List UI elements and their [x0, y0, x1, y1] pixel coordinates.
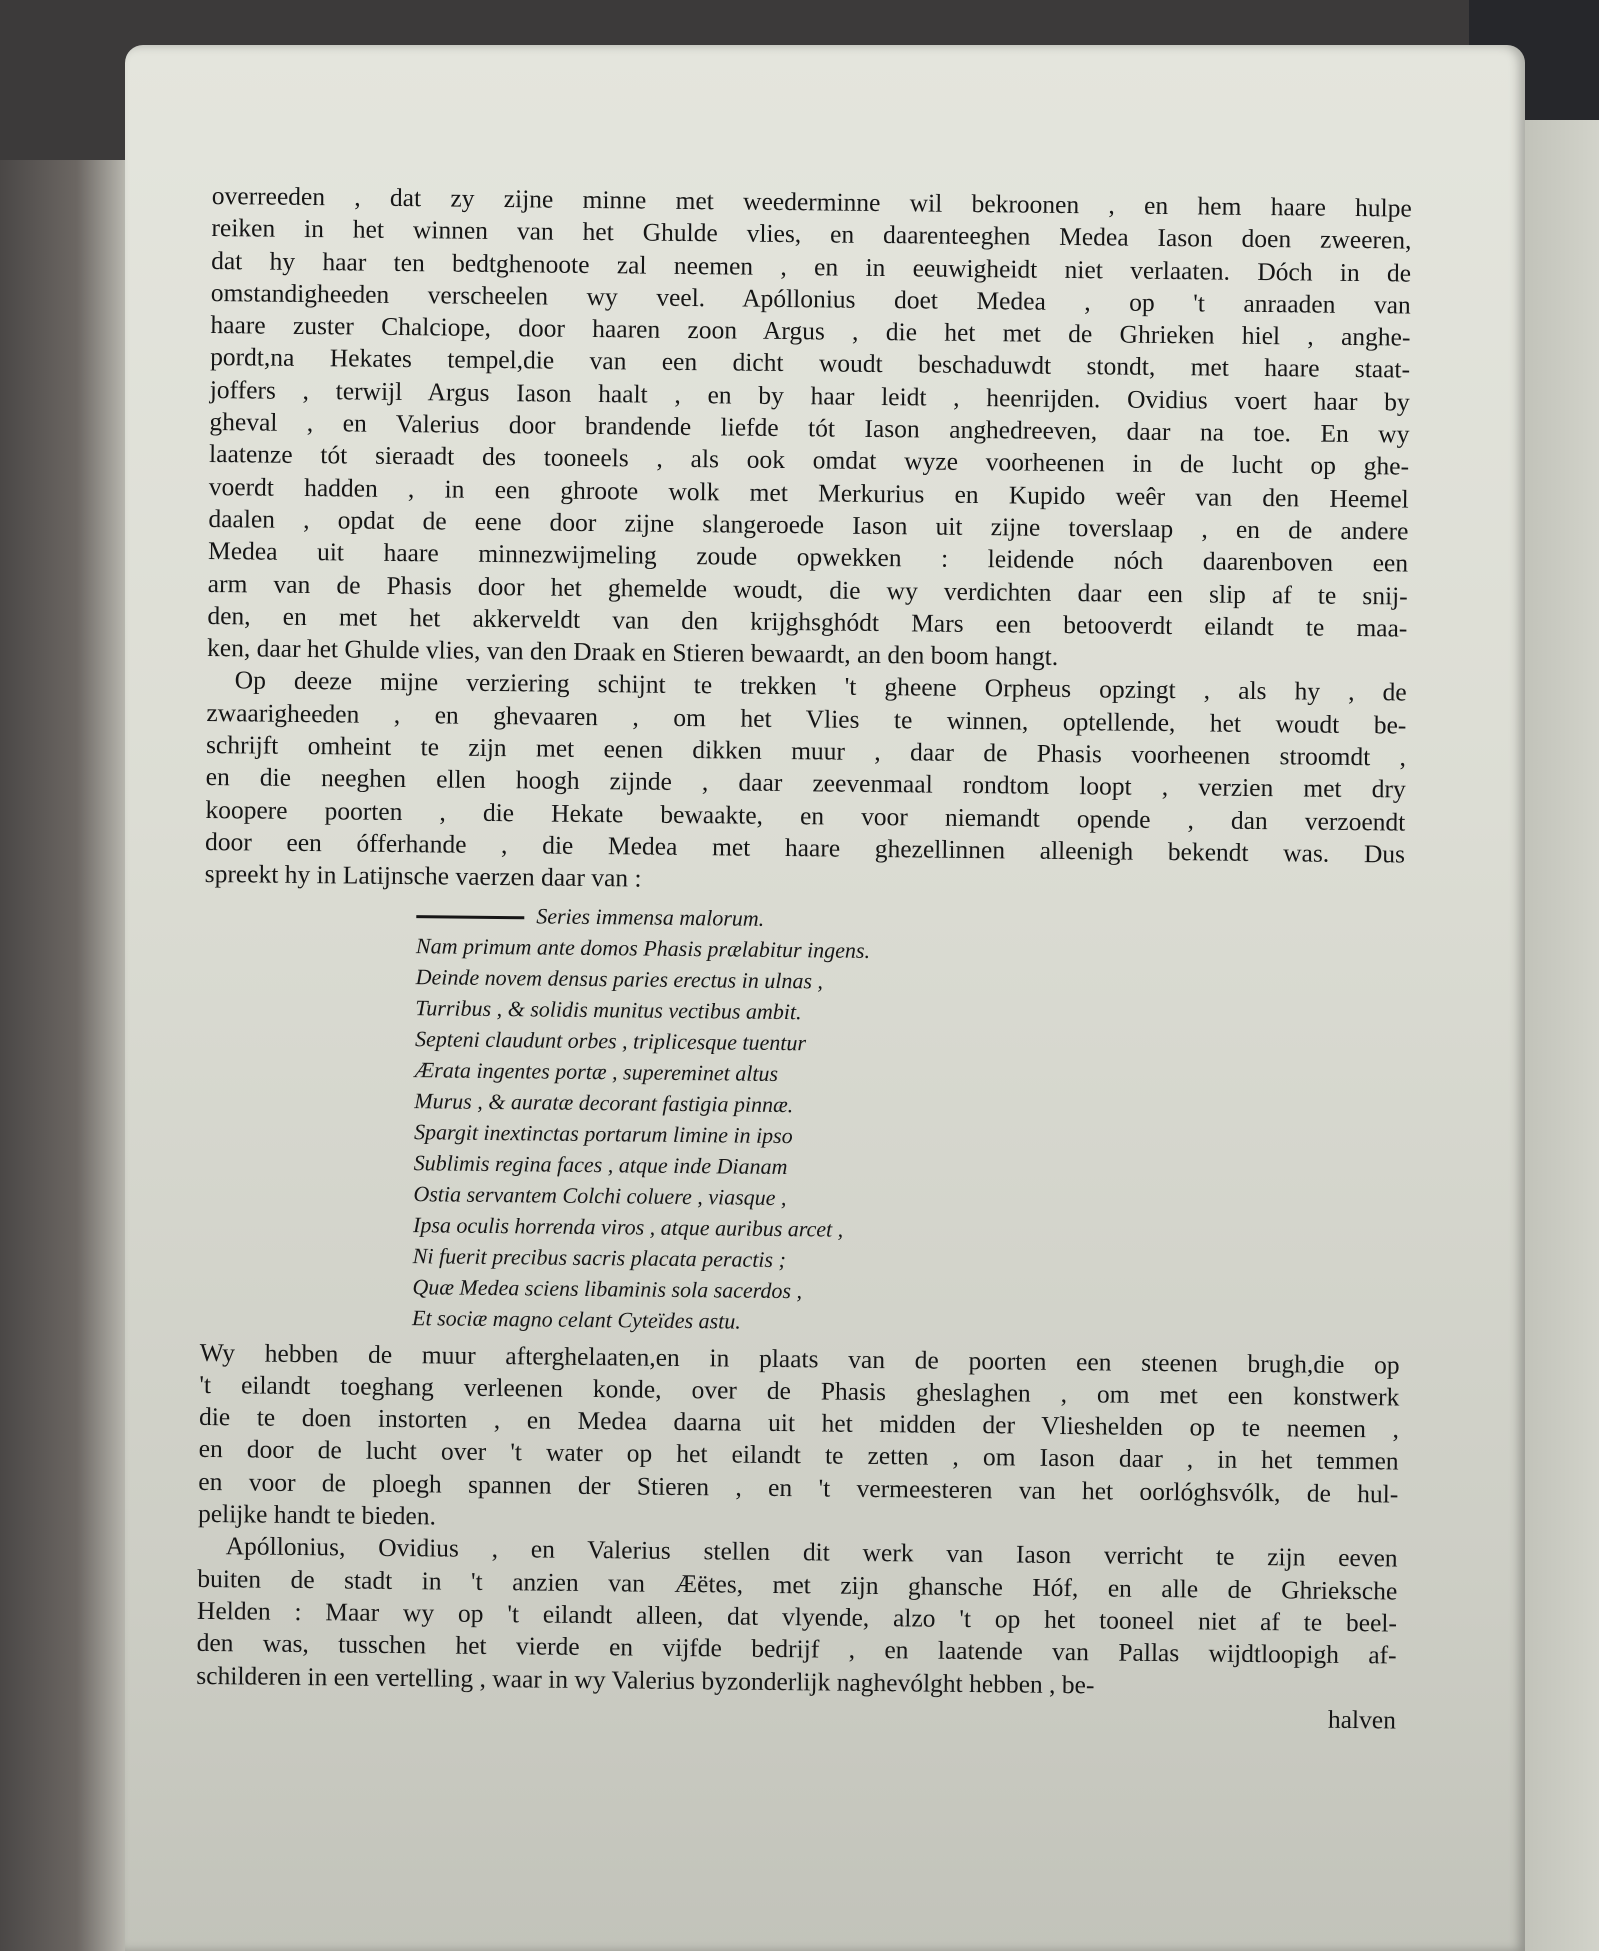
text-line: den was, tusschen het vierde en vijfde bedrijf , en laatende van Pallas wijdtloopigh af-	[196, 1628, 1397, 1670]
verse-line: Quæ Medea sciens libaminis sola sacerdos ,	[412, 1273, 803, 1303]
verse-line: Ni fuerit precibus sacris placata peractis ;	[412, 1242, 787, 1272]
verse-line: Sublimis regina faces , atque inde Dianam	[413, 1149, 788, 1179]
verse-line: Murus , & auratæ decorant fastigia pinnæ.	[414, 1087, 794, 1117]
text-line: pordt,na Hekates tempel,die van een dicht woudt beschaduwdt stondt, met haare staat-	[209, 342, 1411, 385]
text-line: voerdt hadden , in een ghroote wolk met Merkurius en Kupido weêr van den Heemel	[208, 471, 1409, 514]
text-line: dat hy haar ten bedtghenoote zal neemen , en in eeuwigheidt niet verlaaten. Dóch in de	[211, 245, 1412, 288]
text-line: door een ófferhande , die Medea met haare ghezellinnen alleenigh bekendt was. Dus	[204, 826, 1406, 869]
text-line: overreeden , dat zy zijne minne met weederminne wil bekroonen , en hem haare hulpe	[211, 180, 1412, 223]
verse-dash	[416, 915, 524, 919]
text-line: Apóllonius, Ovidius , en Valerius stellen dit werk van Iason verricht te zijn eeven	[225, 1531, 1398, 1573]
text-line: Op deeze mijne verziering schijnt te trekken 't gheene Orpheus opzingt , als hy , de	[234, 665, 1407, 707]
text-line: 't eilandt toeghang verleenen konde, over de Phasis gheslaghen , om met een konstwerk	[199, 1369, 1400, 1412]
text-line: pelijke handt te bieden.	[197, 1498, 437, 1531]
verse-line: Deinde novem densus paries erectus in ulnas ,	[415, 963, 824, 993]
text-line: en voor de ploegh spannen der Stieren , en 't vermeesteren van het oorlóghsvólk, de hul-	[198, 1466, 1399, 1509]
paragraph-3	[198, 1336, 1400, 1542]
text-line: joffers , terwijl Argus Iason haalt , en by haar leidt , heenrijden. Ovidius voert haar by	[209, 374, 1410, 417]
text-line: en die neeghen ellen hoogh zijnde , daar zeevenmaal rondtom loopt , verzien met dry	[205, 762, 1406, 804]
text-line: reiken in het winnen van het Ghulde vlies, en daarenteeghen Medea Iason doen zweeren,	[211, 213, 1412, 255]
text-line: zwaarigheeden , en ghevaaren , om het Vlies te winnen, optellende, het woudt be-	[206, 697, 1407, 740]
text-line: Helden : Maar wy op 't eilandt alleen, dat vlyende, alzo 't op het tooneel niet af te beel-	[196, 1595, 1398, 1638]
text-line: Wy hebben de muur afterghelaaten,en in plaats van de poorten een steenen brugh,die op	[199, 1337, 1400, 1380]
catchword: halven	[1327, 1704, 1397, 1735]
paragraph-1	[207, 180, 1412, 677]
verse-line: Nam primum ante domos Phasis prælabitur ingens.	[415, 932, 871, 963]
text-line: daalen , opdat de eene door zijne slangeroede Iason uit zijne toverslaap , en de andere	[208, 503, 1409, 546]
page-text	[196, 180, 1412, 1737]
verse-line: Spargit inextinctas portarum limine in ipso	[413, 1118, 793, 1148]
text-line: schilderen in een vertelling , waar in wy Valerius byzonderlijk naghevólght hebben , be-	[196, 1660, 1095, 1699]
paragraph-4	[196, 1530, 1398, 1704]
verse-line: Ostia servantem Colchi coluere , viasque ,	[413, 1180, 787, 1210]
text-line: gheval , en Valerius door brandende liefde tót Iason anghedreeven, daar na toe. En wy	[209, 407, 1410, 449]
text-line: koopere poorten , die Hekate bewaakte, en voor niemandt opende , dan verzoendt	[205, 794, 1406, 837]
text-line: den, en met het akkerveldt van den krijghsghódt Mars een betooverdt eilandt te maa-	[207, 600, 1408, 643]
verse-line: Ipsa oculis horrenda viros , atque auribus arcet ,	[412, 1211, 844, 1242]
latin-verse	[412, 899, 1404, 1343]
text-line: omstandigheeden verscheelen wy veel. Apóllonius doet Medea , op 't anraaden van	[210, 277, 1411, 320]
text-line: spreekt hy in Latijnsche vaerzen daar van :	[204, 859, 642, 893]
verse-text: Series immensa malorum.	[536, 902, 765, 931]
paragraph-2	[205, 664, 1407, 903]
verse-line: Ærata ingentes portæ , supereminet altus	[414, 1056, 779, 1086]
text-line: en door de lucht over 't water op het eilandt te zetten , om Iason daar , in het temmen	[198, 1434, 1399, 1476]
text-line: buiten de stadt in 't anzien van Æëtes, met zijn ghansche Hóf, en alle de Ghriekschе	[197, 1563, 1398, 1606]
text-line: arm van de Phasis door het ghemelde woudt, die wy verdichten daar een slip af te snij-	[207, 568, 1408, 611]
book-page-edges	[0, 160, 140, 1951]
text-line: schrijft omheint te zijn met eenen dikken muur , daar de Phasis voorheenen stroomdt ,	[205, 730, 1407, 772]
text-line: laatenze tót sieraadt des tooneels , als ook omdat wyze voorheenen in de lucht op ghe-	[208, 439, 1410, 481]
verse-line: Septeni claudunt orbes , triplicesque tuentur	[414, 1025, 807, 1055]
text-line: die te doen instorten , en Medea daarna uit het midden der Vlieshelden op te neemen ,	[198, 1402, 1400, 1444]
verse-line: Et sociæ magno celant Cyteïdes astu.	[411, 1304, 741, 1334]
text-line: Medea uit haare minnezwijmeling zoude opwekken : leidende nóch daarenboven een	[207, 536, 1409, 578]
text-line: haare zuster Chalciope, door haaren zoon Argus , die het met de Ghrieken hiel , anghe-	[210, 310, 1411, 352]
verse-line: Turribus , & solidis munitus vectibus ambit.	[415, 994, 802, 1024]
text-line: ken, daar het Ghulde vlies, van den Draak en Stieren bewaardt, an den boom hangt.	[206, 633, 1059, 672]
